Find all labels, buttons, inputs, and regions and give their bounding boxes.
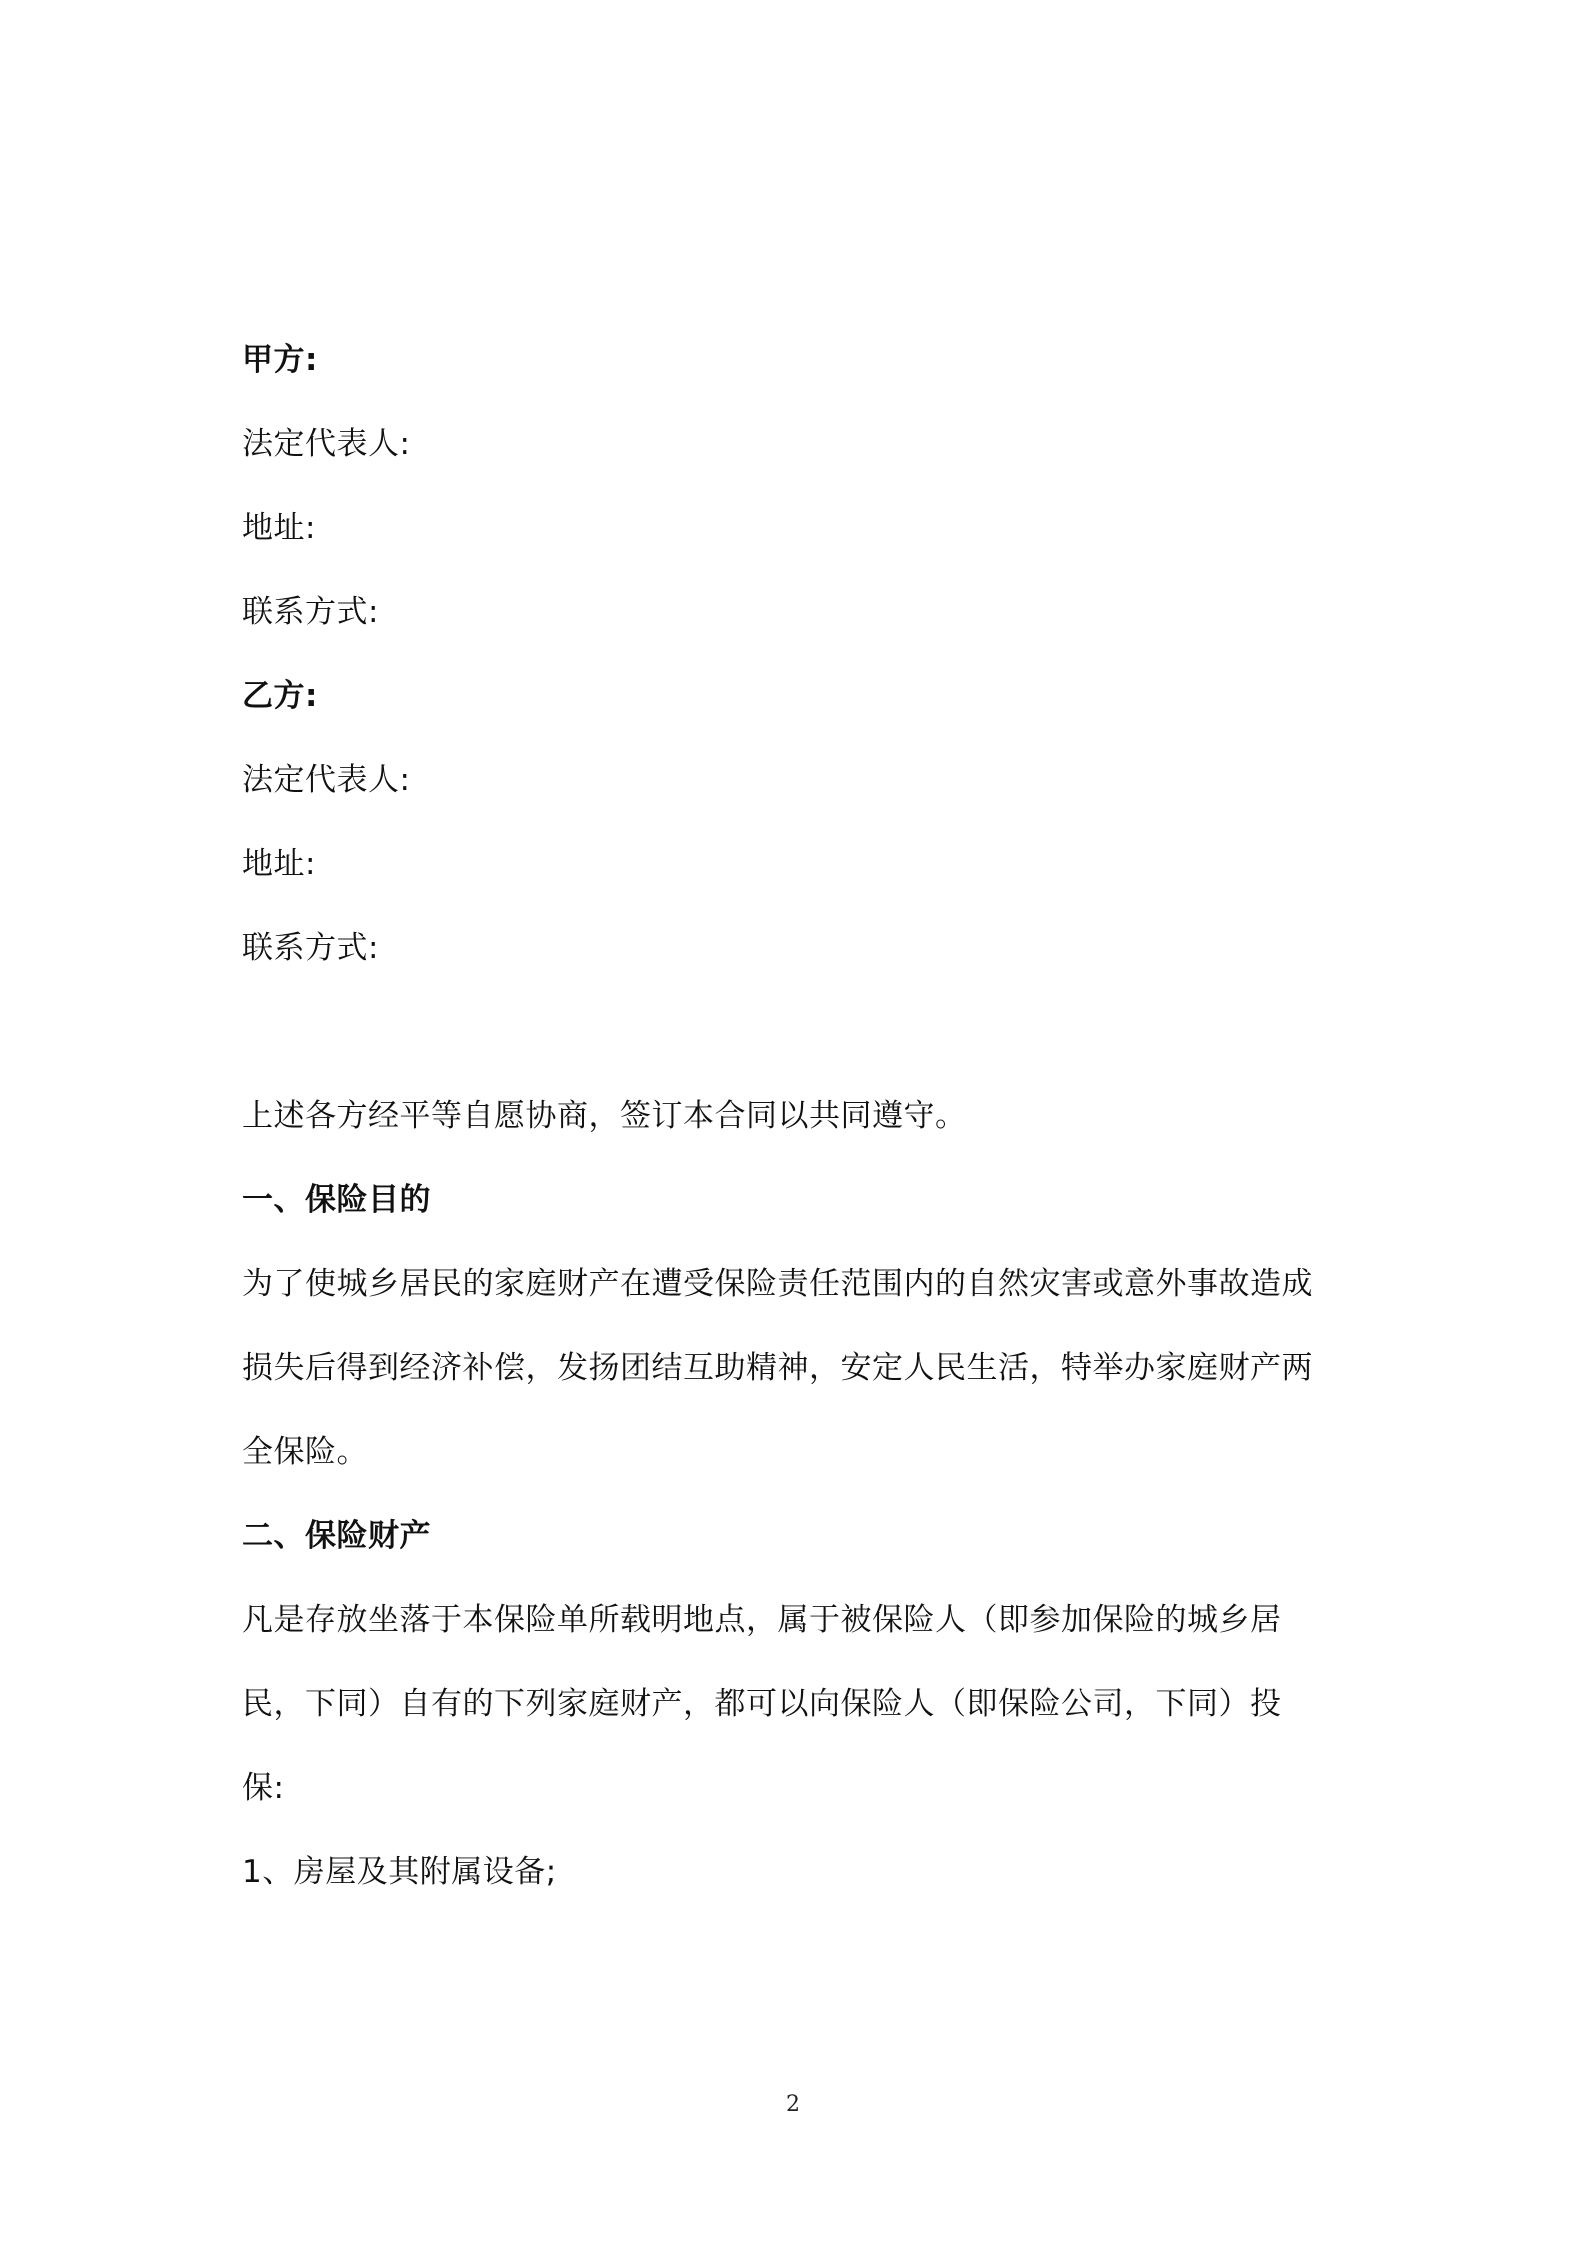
- section-1-line: 全保险。: [242, 1434, 368, 1470]
- section-2-line: 保:: [242, 1770, 285, 1806]
- intro-paragraph: 上述各方经平等自愿协商，签订本合同以共同遵守。: [242, 1098, 967, 1134]
- party-a-contact-label: 联系方式:: [242, 594, 379, 630]
- section-2-item-1: 1、房屋及其附属设备;: [242, 1854, 557, 1890]
- party-b-legal-rep-label: 法定代表人:: [242, 762, 411, 798]
- party-a-address-label: 地址:: [242, 510, 316, 546]
- party-a-legal-rep-label: 法定代表人:: [242, 426, 411, 462]
- party-b-heading: 乙方:: [242, 678, 318, 714]
- party-b-address-label: 地址:: [242, 846, 316, 882]
- section-2-line: 民，下同）自有的下列家庭财产，都可以向保险人（即保险公司，下同）投: [242, 1686, 1282, 1722]
- section-1-heading: 一、保险目的: [242, 1182, 431, 1218]
- party-a-heading: 甲方:: [242, 342, 318, 378]
- page-number: 2: [786, 2092, 800, 2117]
- party-b-contact-label: 联系方式:: [242, 930, 379, 966]
- section-1-line: 损失后得到经济补偿，发扬团结互助精神，安定人民生活，特举办家庭财产两: [242, 1350, 1313, 1386]
- section-1-line: 为了使城乡居民的家庭财产在遭受保险责任范围内的自然灾害或意外事故造成: [242, 1266, 1313, 1302]
- section-2-line: 凡是存放坐落于本保险单所载明地点，属于被保险人（即参加保险的城乡居: [242, 1602, 1282, 1638]
- section-2-heading: 二、保险财产: [242, 1518, 431, 1554]
